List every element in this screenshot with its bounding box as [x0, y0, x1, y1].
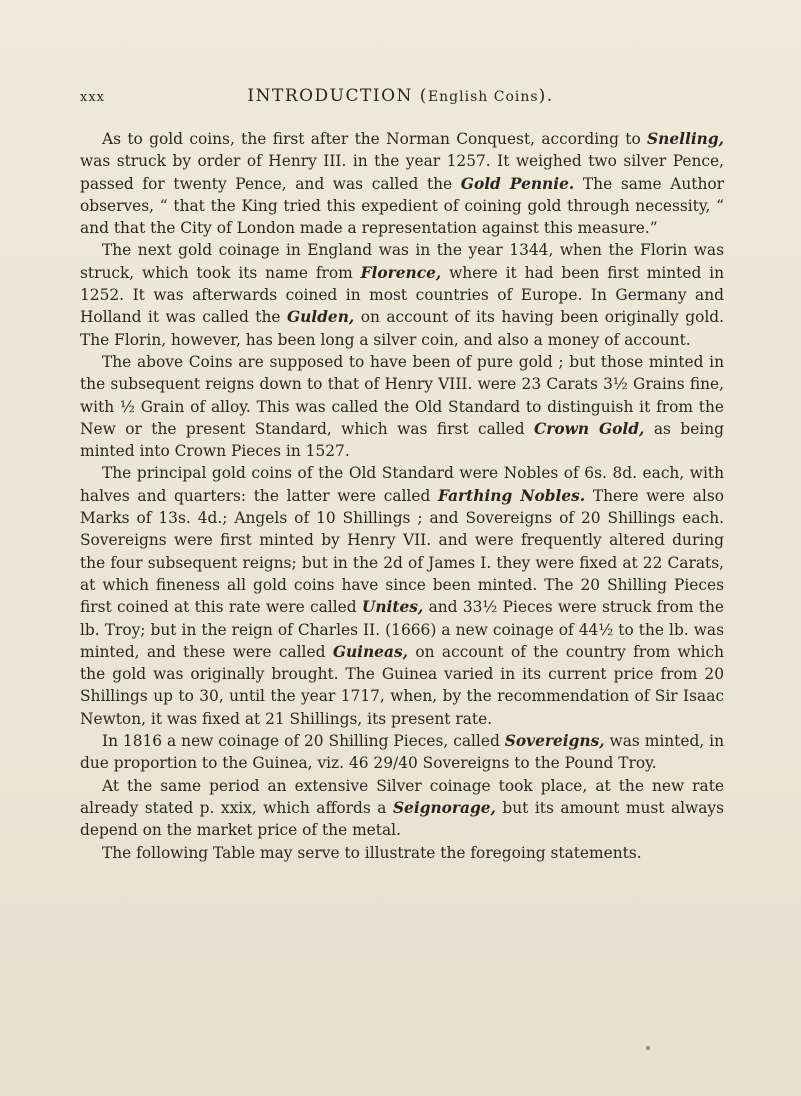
running-head-small-caps: English Coins [427, 89, 539, 105]
italic-term: Seignorage, [392, 798, 496, 817]
page-header [0, 86, 801, 112]
body-text [80, 128, 724, 864]
italic-term: Florence, [360, 263, 442, 282]
text-run: on account of the country from which the gold was originally brought. The Guinea varied in its current price from 20 Shillings up to 30, until the year 1717, when, by the recommendation of Sir Isaac Newton, it was fixed at 21 Shillings, its present rate. [80, 642, 724, 728]
ink-speck [646, 1046, 650, 1050]
text-run: and 33½ Pieces were struck from the lb. Troy; but in the reign of Charles II. (1666) a new coinage of 44½ to the lb. was minted, and these were called [80, 598, 724, 661]
running-head-main: INTRODUCTION ( [247, 86, 428, 106]
text-run: As to gold coins, the first after the Norman Conquest, according to [102, 130, 648, 148]
paragraph-standards [80, 351, 724, 462]
paragraph-silver-coinage [80, 775, 724, 842]
italic-term: Gold Pennie. [460, 174, 575, 193]
text-run: where it had been first minted in 1252. It was afterwards coined in most countries of Europe. In Germany and Holland it was called the [80, 263, 725, 327]
text-run: In 1816 a new coinage of 20 Shilling Pieces, called [102, 732, 505, 751]
text-run: The next gold coinage in England was in the year 1344, when the Florin was struck, which took its name from [80, 241, 724, 282]
running-head [0, 86, 801, 106]
running-head-close: ). [538, 86, 554, 106]
text-run: The following Table may serve to illustrate the foregoing statements. [102, 843, 642, 862]
italic-term: Gulden, [286, 308, 355, 327]
text-run: as being minted into Crown Pieces in 1527. [80, 419, 724, 461]
text-run: was struck by order of Henry III. in the year 1257. It weighed two silver Pence, passed for twenty Pence, and was called the [80, 152, 724, 193]
paragraph-florin [80, 239, 724, 350]
paragraph-sovereigns-1816 [80, 730, 724, 775]
text-run: was minted, in due proportion to the Guinea, viz. 46 29/40 Sovereigns to the Pound Troy. [80, 732, 724, 773]
text-run: The same Author observes, “ that the King tried this expedient of coining gold through necessity, “ and that the City of London made a representation against this measure.” [80, 174, 724, 238]
italic-term: Guineas, [332, 642, 408, 661]
text-run: but its amount must always depend on the market price of the metal. [80, 798, 724, 840]
text-run: on account of its having been originally gold. The Florin, however, has been long a silver coin, and also a money of account. [80, 308, 724, 349]
text-run: The above Coins are supposed to have been of pure gold ; but those minted in the subsequent reigns down to that of Henry VIII. were 23 Carats 3½ Grains fine, with ½ Grain of alloy. This was called the Old Standard to distinguish it from the New or the present Standard, which was first called [80, 352, 724, 438]
paragraph-table-intro [80, 842, 724, 864]
text-run: At the same period an extensive Silver coinage took place, at the new rate already stated p. xxix, which affords a [80, 776, 724, 817]
italic-term: Snelling, [647, 130, 724, 148]
italic-term: Unites, [361, 598, 424, 617]
text-run: There were also Marks of 13s. 4d.; Angels of 10 Shillings ; and Sovereigns of 20 Shillings each. Sovereigns were first minted by Henry VII. and were frequently altered during the four subsequent reigns; but in the 2d of James I. they were fixed at 22 Carats, at which fineness all gold coins have since been minted. The 20 Shilling Pieces first coined at this rate were called [80, 486, 724, 617]
text-run: The principal gold coins of the Old Standard were Nobles of 6s. 8d. each, with halves and quarters: the latter were called [80, 464, 724, 505]
italic-term: Sovereigns, [504, 732, 605, 751]
italic-term: Crown Gold, [534, 419, 645, 438]
italic-term: Farthing Nobles. [437, 486, 586, 505]
page-number: xxx [80, 90, 105, 105]
paragraph-old-standard-coins [80, 462, 724, 730]
paragraph-gold-pennie [80, 128, 724, 239]
